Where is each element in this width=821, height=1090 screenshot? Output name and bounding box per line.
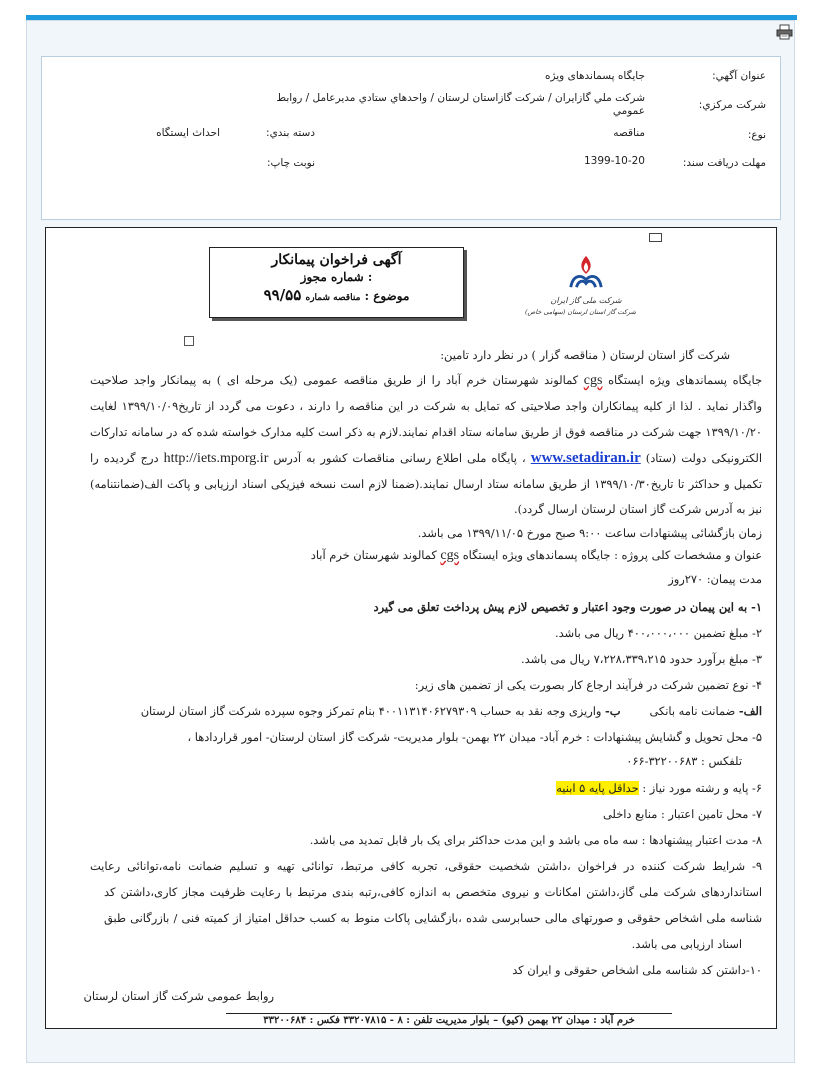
- item-5-phone: تلفکس : ۳۲۲۰۰۶۸۳-۰۶۶: [626, 754, 742, 768]
- print-turn-label: نوبت چاپ:: [266, 157, 315, 169]
- option-b: واریزی وجه نقد به حساب ۴۰۰۱۱۳۱۴۰۶۲۷۹۳۰۹ بنام تمرکز وجوه سپرده شرکت گاز استان لرستان: [140, 704, 602, 718]
- printer-icon[interactable]: [776, 24, 793, 40]
- deadline-value: 1399-10-20: [583, 155, 645, 167]
- p1-part-b: کمالوند شهرستان خرم آباد را از طریق مناقصه عمومی (یک مرحله ای ) به پیمانکار واجد صلاحیت: [90, 373, 579, 387]
- paragraph-line-3: ۱۳۹۹/۱۰/۲۰ جهت شرکت در مناقصه فوق از طریق سامانه ستاد اقدام نمایند.لازم به ذکر است کلیه مدارک خواسته شده که در سامانه تدارکات: [90, 425, 762, 439]
- logo-caption-1: شرکت ملی گاز ایران: [550, 296, 622, 305]
- title-label: عنوان آگهي:: [712, 70, 766, 82]
- signature: روابط عمومی شرکت گاز استان لرستان: [83, 989, 274, 1003]
- item-6-text: ۶- پایه و رشته مورد نیاز :: [642, 781, 762, 795]
- item-6-highlight: حداقل پایه ۵ ابنیه: [556, 781, 639, 795]
- item-8: ۸- مدت اعتبار پیشنهادها : سه ماه می باشد و این مدت حداکثر برای یک بار قابل تمدید می باشد.: [309, 833, 762, 847]
- p4-part-b: ، پایگاه ملی اطلاع رسانی مناقصات کشور به آدرس: [273, 451, 526, 465]
- p8-part-a: عنوان و مشخصات کلی پروژه : جایگاه پسماندهای ویژه ایستگاه: [462, 548, 762, 562]
- checkbox-mark: [184, 336, 194, 346]
- item-9-line-3: شناسه ملی اشخاص حقوقی و صورتهای مالی حسابرسی شده ،بازگشایی پاکات منوط به کسب حداقل امتیاز از کمیته فنی / بازرگانی طبق: [104, 911, 762, 925]
- item-7: ۷- محل تامین اعتبار : منابع داخلی: [602, 807, 762, 821]
- p4-part-c: درج گردیده را: [90, 451, 159, 465]
- item-1: ۱- به این پیمان در صورت وجود اعتبار و تخصیص لازم پیش پرداخت تعلق می گیرد: [373, 600, 762, 614]
- option-a-label: الف-: [738, 704, 762, 718]
- paragraph-line-2: واگذار نماید . لذا از کلیه پیمانکاران واجد صلاحیتی که تمایل به شرکت در این مناقصه را دارند ، دعوت می گردد از تاریخ۱۳۹۹/۱۰/۰۹ لغایت: [90, 399, 762, 413]
- subject-number: ۹۹/۵۵: [263, 286, 302, 304]
- subject-prefix: موضوع :: [364, 289, 410, 303]
- paragraph-line-1: [90, 373, 762, 388]
- company-value-cont: عمومي: [612, 105, 645, 117]
- company-label: شرکت مرکزي:: [698, 99, 766, 111]
- footer-address: خرم آباد : میدان ۲۲ بهمن (کیو) – بلوار مدیریت تلفن : ۸ - ۳۳۲۰۷۸۱۵ فکس : ۳۳۲۰۰۶۸۴: [263, 1015, 635, 1026]
- opening-time: زمان بازگشائی پیشنهادات ساعت ۹:۰۰ صبح مورخ ۱۳۹۹/۱۱/۰۵ می باشد.: [417, 526, 762, 540]
- gas-company-logo-icon: [567, 253, 605, 291]
- project-title: [122, 548, 762, 563]
- iets-url: http://iets.mporg.ir: [163, 451, 269, 466]
- paragraph-line-6: نیز به آدرس شرکت گاز استان لرستان ارسال گردد).: [513, 502, 762, 516]
- permit-number: شماره مجوز :: [300, 270, 373, 284]
- p8-part-b: کمالوند شهرستان خرم آباد: [310, 548, 437, 562]
- logo-caption-2: شرکت گاز استان لرستان (سهامی خاص): [524, 308, 636, 316]
- item-4-options: [62, 704, 762, 719]
- p1-part-a: جایگاه پسماندهای ویژه ایستگاه: [608, 373, 762, 387]
- notice-title: آگهی فراخوان پیمانکار: [271, 252, 402, 268]
- corner-marker: [649, 233, 662, 242]
- notice-image: [45, 227, 777, 1029]
- ad-info-box: [41, 56, 781, 220]
- category-value: احداث ايستگاه: [156, 127, 220, 139]
- option-b-label: ب-: [605, 704, 621, 718]
- notice-title-box: [209, 247, 464, 318]
- deadline-label: مهلت دريافت سند:: [682, 157, 766, 169]
- item-9-line-4: اسناد ارزیابی می باشد.: [631, 937, 742, 951]
- item-2: ۲- مبلغ تضمین ۴۰۰،۰۰۰،۰۰۰ ریال می باشد.: [554, 626, 762, 640]
- item-10: ۱۰-داشتن کد شناسه ملی اشخاص حقوقی و ایران کد: [512, 963, 762, 977]
- contract-duration: مدت پیمان: ۲۷۰روز: [668, 572, 762, 586]
- paragraph-line-4: [90, 451, 762, 466]
- title-value: جايگاه پسماندهای ويژه: [544, 70, 645, 82]
- item-6: [122, 781, 762, 796]
- paragraph-line-5: تکمیل و حداکثر تا تاریخ۱۳۹۹/۱۰/۳۰ از طریق سامانه ستاد ارسال نمایند.(ضمنا لازم است نسخه فیزیکی اسناد ارزیابی و پاکت الف(ضمانتنامه): [90, 477, 762, 491]
- p4-part-a: الکترونیکی دولت (ستاد): [645, 451, 763, 465]
- setadiran-link[interactable]: www.setadiran.ir: [530, 450, 641, 466]
- footer-rule: [226, 1013, 672, 1014]
- company-value: شرکت ملي گازايران / شرکت گازاستان لرستان / واحدهاي ستادي مديرعامل / روابط: [276, 92, 645, 104]
- category-label: دسته بندي:: [266, 127, 315, 139]
- item-5: ۵- محل تحویل و گشایش پیشنهادات : خرم آباد- میدان ۲۲ بهمن- بلوار مدیریت- شرکت گاز استان لرستان- امور قراردادها ،: [187, 730, 762, 744]
- item-9-line-1: ۹- شرایط شرکت کننده در فراخوان ،داشتن شخصیت حقوقی، تجربه کافی مرتبط، توانائی تهیه و تسلیم ضمانت نامه،توانائی رعایت: [90, 859, 762, 873]
- subject-mid: مناقصه شماره: [305, 293, 361, 303]
- p1-cgs: cgs: [583, 373, 603, 388]
- intro-line: شرکت گاز استان لرستان ( مناقصه گزار ) در نظر دارد تامین:: [440, 348, 730, 362]
- item-9-line-2: استانداردهای شرکت ملی گاز،داشتن امکانات و نیروی متخصص به اندازه کافی،رتبه بندی مرتبط با رعایت ظرفیت مجاز کاری،داشتن کد: [104, 885, 762, 899]
- item-4: ۴- نوع تضمین شرکت در فرآیند ارجاع کار بصورت یکی از تضمین های زیر:: [414, 678, 762, 692]
- type-value: مناقصه: [613, 127, 645, 139]
- type-label: نوع:: [747, 129, 766, 141]
- notice-subject: [210, 286, 463, 304]
- p8-cgs: cgs: [440, 548, 460, 563]
- item-3: ۳- مبلغ برآورد حدود ۷،۲۲۸،۳۳۹،۲۱۵ ریال می باشد.: [520, 652, 762, 666]
- option-a: ضمانت نامه بانکی: [649, 704, 736, 718]
